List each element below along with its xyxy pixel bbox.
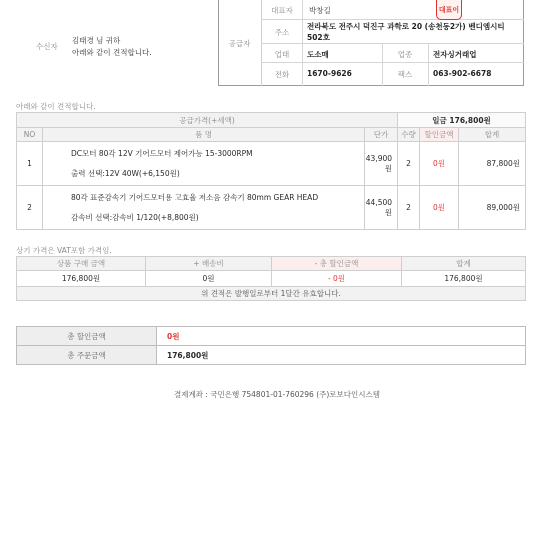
col-divider — [428, 43, 429, 86]
col-header-unit-price: 단가 — [365, 128, 398, 142]
summary-header-shipping: + 배송비 — [146, 257, 272, 271]
table-row — [17, 142, 526, 186]
row-item-cell — [43, 186, 365, 230]
table-row — [17, 186, 526, 230]
col-header-amount: 합계 — [459, 128, 526, 142]
fax-label: 팩스 — [397, 70, 413, 79]
rep-value: 박창길 — [309, 6, 331, 15]
summary-product-value: 176,800원 — [17, 271, 146, 287]
validity-note: 위 견적은 발행일로부터 1달간 유효합니다. — [17, 287, 526, 301]
row-item-name: DC모터 80각 12V 기어드모터 제어가능 15-3000RPM — [71, 148, 253, 158]
summary-header-product: 상품 구매 금액 — [17, 257, 146, 271]
row-discount: 0원 — [420, 186, 459, 230]
addr-value-line1: 전라북도 전주시 덕진구 과학로 20 (송천동2가) 벤디엠시티 — [307, 22, 505, 31]
biz-item-value: 전자싱거래업 — [433, 50, 477, 59]
col-divider — [302, 0, 303, 86]
addr-label: 주소 — [274, 28, 290, 37]
row-discount: 0원 — [420, 142, 459, 186]
row-item-option: 출력 선택:12V 40W(+6,150원) — [71, 168, 180, 178]
summary-header-total: 합계 — [402, 257, 526, 271]
vat-caption: 상기 가격은 VAT포함 가격임. — [16, 246, 112, 255]
col-header-no: NO — [17, 128, 43, 142]
row-qty: 2 — [398, 186, 420, 230]
row-unit-price: 44,500원 — [365, 186, 398, 230]
recipient-note: 아래와 같이 견적합니다. — [72, 48, 152, 57]
rep-label: 대표자 — [271, 6, 293, 15]
recipient-label: 수신자 — [36, 42, 58, 51]
addr-value-line2: 502호 — [307, 33, 330, 42]
row-qty: 2 — [398, 142, 420, 186]
biz-type-value: 도소매 — [307, 50, 329, 59]
supply-price-header: 공급가격(+세액) — [17, 113, 398, 128]
phone-label: 전화 — [274, 70, 290, 79]
biz-type-label: 업태 — [274, 50, 290, 59]
row-item-name: 80각 표준감속기 기어드모터용 고효율 저소음 감속기 80mm GEAR HEAD — [71, 192, 319, 202]
row-amount: 89,000원 — [459, 186, 526, 230]
total-discount-label: 총 할인금액 — [17, 327, 157, 346]
col-header-qty: 수량 — [398, 128, 420, 142]
recipient-name: 김태경 님 귀하 — [72, 36, 121, 45]
phone-value: 1670-9626 — [307, 69, 352, 78]
col-header-item: 품 명 — [43, 128, 365, 142]
summary-total-value: 176,800원 — [402, 271, 526, 287]
totals-table — [16, 326, 526, 365]
total-order-label: 총 주문금액 — [17, 346, 157, 365]
row-amount: 87,800원 — [459, 142, 526, 186]
payment-account: 결제계좌 : 국민은행 754801-01-760296 (주)로보다인시스템 — [173, 390, 381, 399]
quote-caption: 아래와 같이 견적합니다. — [16, 102, 96, 111]
company-seal: 대표이 — [436, 0, 462, 20]
row-item-option: 감속비 선택:감속비 1/120(+8,800원) — [71, 212, 199, 222]
total-discount-value: 0원 — [157, 327, 526, 346]
summary-table — [16, 256, 526, 301]
row-unit-price: 43,900원 — [365, 142, 398, 186]
col-header-discount: 할인금액 — [420, 128, 459, 142]
summary-header-discount: - 총 할인금액 — [272, 257, 402, 271]
total-amount-text: 일금 176,800원 — [398, 113, 526, 128]
fax-value: 063-902-6678 — [433, 69, 492, 78]
summary-discount-value: - 0원 — [272, 271, 402, 287]
supplier-label: 공급자 — [218, 0, 262, 86]
items-table — [16, 112, 526, 230]
row-no: 1 — [17, 142, 43, 186]
row-no: 2 — [17, 186, 43, 230]
biz-item-label: 업종 — [397, 50, 413, 59]
row-item-cell — [43, 142, 365, 186]
total-order-value: 176,800원 — [157, 346, 526, 365]
summary-shipping-value: 0원 — [146, 271, 272, 287]
